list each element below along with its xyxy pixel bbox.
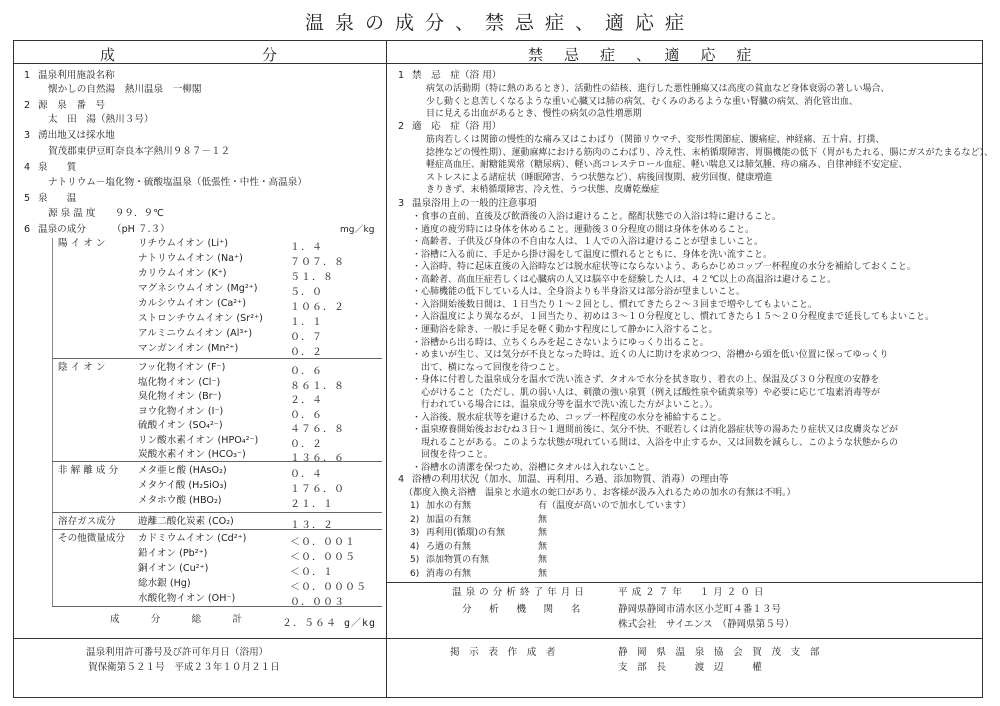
sec1_lines-line: 少し動くと息苦しくなるような重い心臓又は肺の病気、むくみのあるような重い腎臓の病気、消化管出血、 (426, 96, 859, 107)
usage-no: 4) (410, 541, 420, 552)
trace-name: 鉛イオン (Pb²⁺) (138, 548, 208, 559)
sec4-note: （都度入換え浴槽 温泉と水道水の蛇口があり、お客様が汲み入れるための加水の有無は不明。） (404, 488, 796, 498)
sec3-no: 3 (398, 198, 405, 209)
trace-name: 水酸化物イオン (OH⁻) (138, 593, 236, 604)
anions-name: 炭酸水素イオン (HCO₃⁻) (138, 449, 246, 460)
cations-name: ナトリウムイオン (Na⁺) (138, 253, 243, 264)
sec2_lines-line: きりきず、末梢循環障害、冷え性、うつ状態、皮膚乾燥症 (426, 185, 660, 196)
cations-name: アルミニウムイオン (Al³⁺) (138, 328, 253, 339)
item-2-label: 源 泉 番 号 (38, 100, 106, 111)
item-3-label: 湧出地又は採水地 (38, 130, 115, 141)
nondiss-value: １７６．０ (290, 484, 345, 495)
cations-name: マグネシウムイオン (Mg²⁺) (138, 283, 258, 294)
sec3_lines-line: ・浴槽に入る前に、手足から掛け湯をして温度に慣れるとともに、身体を洗い流すこと。 (412, 249, 773, 260)
column-divider (386, 40, 387, 698)
cations-value: １．１ (290, 317, 323, 328)
sec3_lines-line: ・入浴後、脱水症状等を避けるため、コップ一杯程度の水分を補給すること。 (412, 412, 727, 423)
item-3-value: 賀茂郡東伊豆町奈良本字熱川９８７－１２ (48, 146, 231, 157)
nondiss-name: メタケイ酸 (H₂SiO₃) (138, 480, 228, 491)
anions-value: ０．６ (290, 409, 323, 421)
sec1-title: 禁 忌 症（浴 用） (412, 70, 502, 81)
sec2_lines-line: 筋肉若しくは関節の慢性的な痛み又はこわばり（関節リウマチ、変形性関節症、腰痛症、神経痛、五十肩、打撲、 (426, 135, 885, 145)
anions-name: ヨウ化物イオン (I⁻) (138, 405, 224, 417)
sec3_lines-line: 回復を待つこと。 (412, 450, 494, 461)
agency-label: 分 析 機 関 名 (462, 604, 585, 615)
cations-name: マンガンイオン (Mn²⁺) (138, 343, 239, 354)
gas-value: １３．２ (290, 520, 334, 531)
nondiss-value: ０．４ (290, 469, 323, 480)
usage-value: 無 (538, 528, 548, 538)
trace-name: カドミウムイオン (Cd²⁺) (138, 533, 247, 544)
anions-name: 塩化物イオン (Cl⁻) (138, 376, 221, 388)
usage-label: 添加物質の有無 (426, 555, 490, 565)
trace-value: ＜０．１ (290, 567, 334, 578)
trace-name: 総水銀 (Hg) (138, 578, 191, 589)
unit-label: mg／kg (340, 225, 375, 235)
composition-label: 温泉の成分 (38, 224, 86, 235)
author-person: 支 部 長 渡 辺 權 (618, 662, 762, 673)
item-5-label: 泉 温 (38, 193, 77, 204)
sec3_lines-line: 行われている場合には、温泉成分等を温水で洗い流した方がよいこと。）。 (412, 400, 719, 411)
analysis-date-value: 平成２７年 １月２０日 (618, 587, 768, 598)
trace-value: ＜０．００５ (290, 552, 356, 563)
ph-value: （pH ７.３） (112, 224, 170, 235)
usage-no: 5) (410, 555, 420, 565)
usage-no: 2) (410, 514, 420, 525)
sec3_lines-line: ・入浴時、特に起床直後の入浴時などは脱水症状等にならないよう、あらかじめコップ一杯程度の水分を補給しておくこと。 (412, 262, 916, 273)
cations-value: ５１．８ (290, 272, 334, 283)
usage-label: 再利用(循環)の有無 (426, 528, 506, 538)
sec3_lines-line: ・過度の疲労時には身体を休めること。運動後３０分程度の間は身体を休めること。 (412, 224, 755, 235)
usage-value: 無 (538, 568, 548, 579)
anions-value: ０．６ (290, 366, 323, 377)
cation-divider (52, 358, 382, 359)
nondiss-label: 非 解 離 成 分 (58, 465, 119, 476)
trace-label: その他微量成分 (58, 533, 126, 544)
nondiss-name: メタ亜ヒ酸 (HAsO₂) (138, 465, 227, 476)
sec3_lines-line: ・浴槽水の清潔を保つため、浴槽にタオルは入れないこと。 (412, 463, 655, 473)
sec3_lines-line: ・食事の直前、直後及び飲酒後の入浴は避けること。酩酊状態での入浴は特に避けること。 (412, 212, 782, 222)
agency-address: 静岡県静岡市清水区小芝町４番１３号 (618, 604, 782, 615)
agency-name: 株式会社 サイエンス （静岡県第５号） (618, 619, 795, 630)
item-1-label: 温泉利用施設名称 (38, 70, 115, 81)
item-1-no: 1 (24, 70, 31, 81)
trace-name: 銅イオン (Cu²⁺) (138, 563, 209, 574)
cations-value: １０６．２ (290, 302, 345, 313)
sec4-title: 浴槽の利用状況（加水、加温、再利用、ろ過、添加物質、消毒）の理由等 (412, 474, 729, 485)
cations-value: ０．２ (290, 347, 323, 358)
cations-name: ストロンチウムイオン (Sr²⁺) (138, 313, 263, 324)
sec3_lines-line: ・入浴温度により異なるが、１回当たり、初めは３〜１０分程度とし、慣れてきたら１５〜２０分程度まで延長してもよいこと。 (412, 312, 935, 323)
left-header: 成 分 (100, 46, 281, 64)
sec1_lines-line: 病気の活動期（特に熱のあるとき）、活動性の結核、進行した悪性腫瘍又は高度の貧血など身体衰弱の著しい場合、 (426, 84, 890, 94)
usage-no: 3) (410, 528, 420, 538)
usage-label: 加水の有無 (426, 501, 472, 511)
sec2-title: 適 応 症（浴 用） (412, 121, 502, 132)
sec3_lines-line: 現れることがある。このような状態が現れている間は、入浴を中止するか、又は回数を減らし、このような状態からの (412, 437, 899, 448)
sec2_lines-line: 捻挫などの慢性期）、運動麻痺における筋肉のこわばり、冷え性、末梢循環障害、胃腸機能の低下（胃がもたれる、腸にガスがたまるなど）、 (426, 147, 994, 158)
item-4-value: ナトリウム－塩化物・硫酸塩温泉（低張性・中性・高温泉） (48, 177, 307, 188)
cations-name: カリウムイオン (K⁺) (138, 268, 227, 279)
author-org: 静 岡 県 温 泉 協 会 賀 茂 支 部 (618, 647, 820, 658)
total-value: ２．５６４ g／kg (282, 618, 377, 629)
anions-name: 硫酸イオン (SO₄²⁻) (138, 420, 223, 431)
right-header: 禁 忌 症 、 適 応 症 (528, 46, 755, 64)
gas-label: 溶存ガス成分 (58, 516, 116, 527)
anions-name: フッ化物イオン (F⁻) (138, 362, 226, 373)
sec3_lines-line: 出て、横になって回復を待つこと。 (412, 362, 565, 373)
nondiss-value: ２１．１ (290, 499, 334, 510)
sec1-no: 1 (398, 70, 405, 81)
cations-value: ５．０ (290, 287, 323, 298)
sec2_lines-line: 軽症高血圧、耐糖能異常（糖尿病）、軽い高コレステロール血症、軽い喘息又は肺気腫、痔の痛み、自律神経不安定症、 (426, 160, 908, 171)
item-4-label: 泉 質 (38, 162, 77, 173)
permit-value: 賀保衛第５２１号 平成２３年１０月２１日 (88, 662, 280, 673)
anions-value: ０．２ (290, 438, 323, 450)
usage-no: 1) (410, 501, 420, 511)
item-2-value: 太 田 湯（熱川３号） (48, 114, 154, 125)
item-6-no: 6 (24, 224, 31, 235)
anions-value: ２．４ (290, 395, 323, 406)
anions-name: 臭化物イオン (Br⁻) (138, 391, 222, 402)
usage-label: 加温の有無 (426, 514, 472, 525)
cation-label: 陽 イ オ ン (58, 238, 106, 249)
sec3_lines-line: ・浴槽から出る時は、立ちくらみを起こさないようにゆっくり出ること。 (412, 337, 709, 348)
cations-value: １．４ (290, 242, 323, 253)
sec4-no: 4 (398, 474, 405, 485)
sec3_lines-line: ・温泉療養開始後おおむね３日〜１週間前後に、気分不快、不眠若しくは消化器症状等の湯あたり症状又は皮膚炎などが (412, 425, 899, 436)
sec3_lines-line: ・高齢者、高血圧症若しくは心臓病の人又は脳卒中を経験した人は、４２℃以上の高温浴は避けること。 (412, 274, 837, 285)
right-analysis-divider (386, 582, 983, 583)
item-1-value: 懐かしの自然湯 熱川温泉 一柳閣 (48, 84, 202, 95)
usage-value: 無 (538, 514, 548, 525)
item-5-value: 源 泉 温 度 ９９．９℃ (48, 208, 164, 219)
anions-value: １３６．６ (290, 453, 345, 464)
analysis-date-label: 温泉の分析終了年月日 (452, 587, 588, 598)
usage-label: ろ過の有無 (426, 541, 472, 552)
cations-name: リチウムイオン (Li⁺) (138, 238, 228, 249)
sec3_lines-line: ・めまいが生じ、又は気分が不良となった時は、近くの人に助けを求めつつ、浴槽から頭を低い位置に保ってゆっくり (412, 350, 889, 361)
trace-value: ＜０．０００５ (290, 582, 367, 593)
item-3-no: 3 (24, 130, 31, 141)
sec3-title: 温泉浴用上の一般的注意事項 (412, 198, 537, 209)
item-2-no: 2 (24, 100, 31, 111)
sec3_lines-line: 心がけること（ただし、肌の弱い人は、刺激の強い泉質（例えば酸性泉や硫黄泉等）や必要に応じて塩素消毒等が (412, 387, 881, 398)
trace-value: ＜０．００１ (290, 537, 356, 548)
cations-value: ０．７ (290, 332, 323, 343)
sec3_lines-line: ・入浴開始後数日間は、１日当たり１〜２回とし、慣れてきたら２〜３回まで増やしてもよいこと。 (412, 299, 818, 310)
page-title: 温泉の成分、禁忌症、適応症 (304, 12, 695, 34)
permit-label: 温泉利用許可番号及び許可年月日（浴用） (86, 647, 269, 658)
table-inner-line (52, 238, 53, 606)
usage-value: 有（温度が高いので加水しています） (538, 501, 692, 511)
item-4-no: 4 (24, 162, 31, 173)
sec3_lines-line: ・心肺機能の低下している人は、全身浴よりも半身浴又は部分浴が望ましいこと。 (412, 287, 746, 298)
sec3_lines-line: ・高齢者、子供及び身体の不自由な人は、１人での入浴は避けることが望ましいこと。 (412, 237, 764, 248)
anions-value: ８６１．８ (290, 380, 345, 392)
sec2-no: 2 (398, 121, 405, 132)
total-label: 成 分 総 計 (110, 614, 246, 625)
usage-label: 消毒の有無 (426, 568, 472, 579)
left-bottom-divider (13, 638, 387, 639)
cations-value: ７０７．８ (290, 257, 345, 268)
trace-value: ０．００３ (290, 597, 345, 608)
right-bottom-divider (386, 638, 983, 639)
nondiss-name: メタホウ酸 (HBO₂) (138, 495, 222, 506)
cations-name: カルシウムイオン (Ca²⁺) (138, 298, 246, 309)
sec3_lines-line: ・運動浴を除き、一般に手足を軽く動かす程度にして静かに入浴すること。 (412, 324, 718, 335)
nondiss-divider (52, 512, 382, 513)
author-label: 掲 示 表 作 成 者 (450, 647, 556, 658)
anions-name: リン酸水素イオン (HPO₄²⁻) (138, 434, 259, 446)
item-5-no: 5 (24, 193, 31, 204)
usage-value: 無 (538, 555, 548, 565)
sec1_lines-line: 目に見える出血があるとき、慢性の病気の急性増悪期 (426, 109, 642, 119)
sec2_lines-line: ストレスによる諸症状（睡眠障害、うつ状態など）、病後回復期、疲労回復、健康増進 (426, 172, 773, 183)
gas-name: 遊離二酸化炭素 (CO₂) (138, 516, 234, 527)
usage-no: 6) (410, 568, 420, 579)
anion-label: 陰 イ オ ン (58, 362, 106, 373)
usage-value: 無 (538, 541, 548, 552)
sec3_lines-line: ・身体に付着した温泉成分を温水で洗い流さず、タオルで水分を拭き取り、着衣の上、保温及び３０分程度の安静を (412, 375, 880, 386)
anions-value: ４７６．８ (290, 424, 345, 435)
